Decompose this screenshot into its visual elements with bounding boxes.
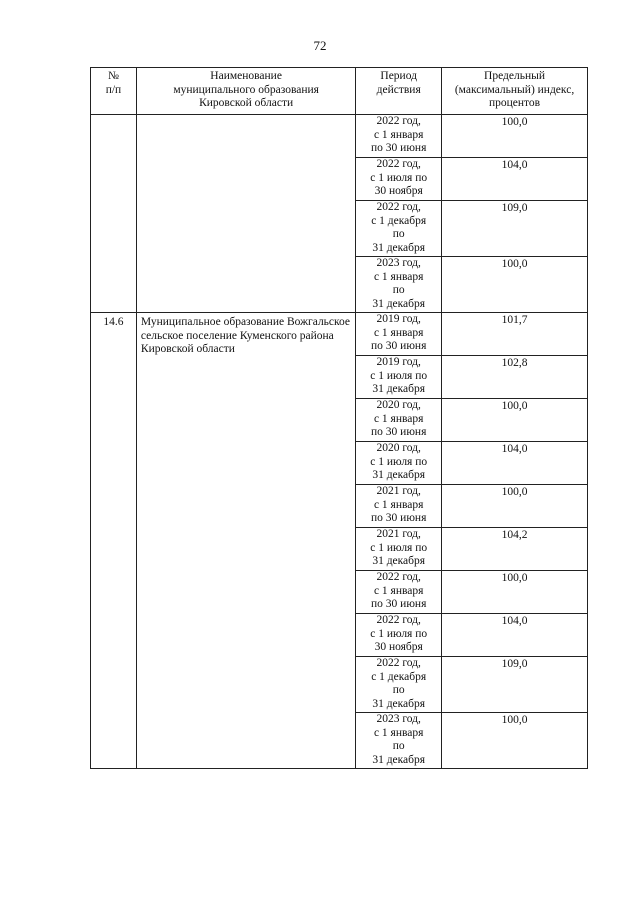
header-name: Наименование муниципального образования Кировской области bbox=[136, 68, 355, 115]
index-value-cell: 104,0 bbox=[442, 158, 588, 201]
period-cell: 2022 год, с 1 декабря по 31 декабря bbox=[356, 201, 442, 257]
index-value-cell: 100,0 bbox=[442, 257, 588, 313]
period-cell: 2022 год, с 1 января по 30 июня bbox=[356, 115, 442, 158]
row-number-cell bbox=[91, 115, 137, 313]
period-cell: 2022 год, с 1 июля по 30 ноября bbox=[356, 158, 442, 201]
table-row bbox=[91, 115, 588, 158]
period-cell: 2019 год, с 1 июля по 31 декабря bbox=[356, 356, 442, 399]
table-header-row bbox=[91, 68, 588, 115]
row-number-cell: 14.6 bbox=[91, 313, 137, 769]
tariff-index-table bbox=[90, 67, 588, 769]
index-value-cell: 109,0 bbox=[442, 657, 588, 713]
index-value-cell: 100,0 bbox=[442, 399, 588, 442]
index-value-cell: 100,0 bbox=[442, 713, 588, 769]
period-cell: 2023 год, с 1 января по 31 декабря bbox=[356, 713, 442, 769]
municipality-name-cell: Муниципальное образование Вожгальское сельское поселение Куменского района Кировской области bbox=[136, 313, 355, 769]
table-row bbox=[91, 313, 588, 356]
index-value-cell: 104,0 bbox=[442, 442, 588, 485]
period-cell: 2020 год, с 1 июля по 31 декабря bbox=[356, 442, 442, 485]
header-num: № п/п bbox=[91, 68, 137, 115]
index-value-cell: 104,0 bbox=[442, 614, 588, 657]
table-body bbox=[91, 115, 588, 769]
period-cell: 2022 год, с 1 декабря по 31 декабря bbox=[356, 657, 442, 713]
period-cell: 2019 год, с 1 января по 30 июня bbox=[356, 313, 442, 356]
index-value-cell: 100,0 bbox=[442, 571, 588, 614]
period-cell: 2021 год, с 1 июля по 31 декабря bbox=[356, 528, 442, 571]
index-value-cell: 104,2 bbox=[442, 528, 588, 571]
index-value-cell: 102,8 bbox=[442, 356, 588, 399]
page-number: 72 bbox=[313, 38, 327, 53]
period-cell: 2023 год, с 1 января по 31 декабря bbox=[356, 257, 442, 313]
index-value-cell: 109,0 bbox=[442, 201, 588, 257]
period-cell: 2022 год, с 1 июля по 30 ноября bbox=[356, 614, 442, 657]
period-cell: 2020 год, с 1 января по 30 июня bbox=[356, 399, 442, 442]
municipality-name-cell bbox=[136, 115, 355, 313]
header-period: Период действия bbox=[356, 68, 442, 115]
period-cell: 2021 год, с 1 января по 30 июня bbox=[356, 485, 442, 528]
period-cell: 2022 год, с 1 января по 30 июня bbox=[356, 571, 442, 614]
header-index: Предельный (максимальный) индекс, процентов bbox=[442, 68, 588, 115]
index-value-cell: 100,0 bbox=[442, 115, 588, 158]
index-value-cell: 101,7 bbox=[442, 313, 588, 356]
index-value-cell: 100,0 bbox=[442, 485, 588, 528]
